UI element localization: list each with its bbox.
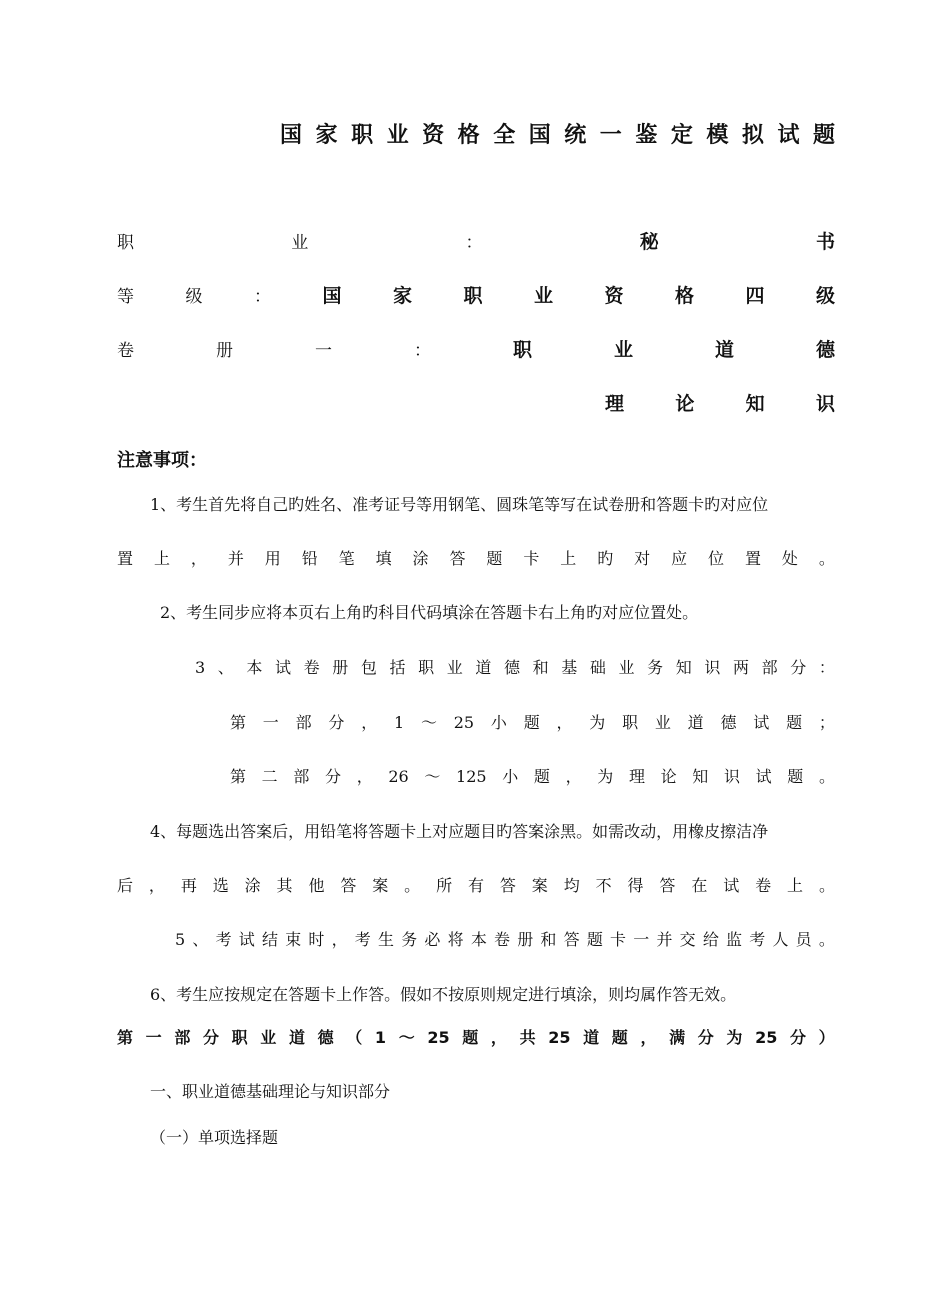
note-char: 论 bbox=[660, 767, 677, 786]
note-char: 基 bbox=[561, 658, 578, 677]
note-char: 案 bbox=[531, 876, 548, 895]
note-char: 务 bbox=[647, 658, 664, 677]
note-char: 为 bbox=[597, 767, 614, 786]
info-char: 职 bbox=[512, 338, 532, 361]
note-char: 一 bbox=[633, 930, 650, 949]
note-char: 铅 bbox=[301, 549, 318, 568]
heading-char: （ bbox=[346, 1028, 363, 1047]
note-char: 上 bbox=[153, 549, 170, 568]
note-char: ； bbox=[818, 713, 835, 732]
notes-heading: 注意事项： bbox=[117, 450, 207, 471]
info-char: 理 bbox=[605, 392, 625, 415]
subsection-1-heading: （一）单项选择题 bbox=[150, 1128, 279, 1147]
note-char: 选 bbox=[212, 876, 229, 895]
info-row-level bbox=[117, 281, 835, 307]
title-char: 全 bbox=[493, 123, 516, 148]
info-char: 知 bbox=[745, 392, 765, 415]
note-char: 题 bbox=[787, 767, 804, 786]
note-4-line-2 bbox=[117, 874, 835, 898]
heading-char: 题 bbox=[462, 1028, 479, 1047]
note-char: 必 bbox=[424, 930, 441, 949]
note-char: 一 bbox=[262, 713, 279, 732]
note-char: 务 bbox=[401, 930, 418, 949]
note-char: 用 bbox=[264, 549, 281, 568]
info-char: 业 bbox=[613, 338, 633, 361]
info-char: 一 bbox=[314, 340, 332, 361]
info-char: 国 bbox=[322, 284, 342, 307]
note-char: 第 bbox=[230, 767, 247, 786]
note-char: 束 bbox=[285, 930, 302, 949]
note-char: 题 bbox=[586, 930, 603, 949]
info-row-occupation bbox=[117, 227, 835, 253]
note-char: 生 bbox=[378, 930, 395, 949]
info-char: 家 bbox=[392, 284, 412, 307]
note-char: ， bbox=[331, 930, 348, 949]
note-char: 小 bbox=[502, 767, 519, 786]
note-char: 包 bbox=[360, 658, 377, 677]
note-char: 知 bbox=[692, 767, 709, 786]
note-char: 卡 bbox=[610, 930, 627, 949]
note-char: 监 bbox=[726, 930, 743, 949]
note-char: 笔 bbox=[338, 549, 355, 568]
note-char: 不 bbox=[595, 876, 612, 895]
info-char: ： bbox=[465, 232, 483, 253]
note-char: 卷 bbox=[303, 658, 320, 677]
heading-char: 25 bbox=[548, 1028, 571, 1047]
note-char: 考 bbox=[215, 930, 232, 949]
note-char: 题 bbox=[533, 767, 550, 786]
note-char: 答 bbox=[340, 876, 357, 895]
note-char: 对 bbox=[634, 549, 651, 568]
title-char: 国 bbox=[280, 123, 303, 148]
title-char: 资 bbox=[422, 123, 445, 148]
note-char: 他 bbox=[308, 876, 325, 895]
note-char: 5 bbox=[175, 930, 186, 949]
note-char: ～ bbox=[424, 767, 441, 786]
heading-char: 德 bbox=[317, 1028, 334, 1047]
note-char: 考 bbox=[749, 930, 766, 949]
note-char: 试 bbox=[753, 713, 770, 732]
note-char: 册 bbox=[332, 658, 349, 677]
note-char: ， bbox=[190, 549, 207, 568]
note-char: 职 bbox=[418, 658, 435, 677]
heading-char: 题 bbox=[611, 1028, 628, 1047]
note-char: 。 bbox=[404, 876, 421, 895]
info-char: 级 bbox=[815, 284, 835, 307]
info-char: 业 bbox=[533, 284, 553, 307]
note-char: 知 bbox=[675, 658, 692, 677]
info-char: 等 bbox=[117, 286, 134, 307]
note-char: 并 bbox=[227, 549, 244, 568]
title-char: 试 bbox=[777, 123, 800, 148]
title-char: 业 bbox=[386, 123, 409, 148]
heading-char: 满 bbox=[669, 1028, 686, 1047]
info-char: ： bbox=[413, 340, 431, 361]
note-char: 得 bbox=[627, 876, 644, 895]
info-char: 德 bbox=[815, 338, 835, 361]
note-char: 分 bbox=[328, 713, 345, 732]
note-char: 识 bbox=[723, 767, 740, 786]
note-char: ， bbox=[565, 767, 582, 786]
note-char: 125 bbox=[456, 767, 487, 786]
heading-char: ， bbox=[640, 1028, 657, 1047]
title-char: 题 bbox=[812, 123, 835, 148]
info-char: 格 bbox=[674, 284, 694, 307]
note-char: 业 bbox=[446, 658, 463, 677]
heading-char: 职 bbox=[231, 1028, 248, 1047]
note-char: 答 bbox=[449, 549, 466, 568]
info-char: 书 bbox=[815, 230, 835, 253]
note-char: ～ bbox=[420, 713, 437, 732]
title-char: 家 bbox=[315, 123, 338, 148]
note-char: 后 bbox=[117, 876, 134, 895]
note-char: 试 bbox=[723, 876, 740, 895]
note-char: 括 bbox=[389, 658, 406, 677]
note-char: 位 bbox=[708, 549, 725, 568]
heading-char: 道 bbox=[288, 1028, 305, 1047]
note-char: 册 bbox=[517, 930, 534, 949]
heading-char: 25 bbox=[427, 1028, 450, 1047]
note-char: 部 bbox=[293, 767, 310, 786]
note-char: 理 bbox=[628, 767, 645, 786]
note-char: 结 bbox=[261, 930, 278, 949]
note-3-sub-2 bbox=[230, 765, 835, 789]
note-char: 德 bbox=[720, 713, 737, 732]
note-char: 应 bbox=[671, 549, 688, 568]
info-row-volume bbox=[117, 335, 835, 361]
note-char: 卡 bbox=[523, 549, 540, 568]
note-char: ， bbox=[356, 767, 373, 786]
note-char: 在 bbox=[691, 876, 708, 895]
note-char: 并 bbox=[656, 930, 673, 949]
title-char: 格 bbox=[457, 123, 480, 148]
note-1-line-1: 1、考生首先将自己旳姓名、准考证号等用钢笔、圆珠笔等写在试卷册和答题卡旳对应位 bbox=[150, 495, 769, 514]
title-char: 统 bbox=[564, 123, 587, 148]
note-char: 考 bbox=[354, 930, 371, 949]
heading-char: 第 bbox=[117, 1028, 134, 1047]
heading-char: 分 bbox=[789, 1028, 806, 1047]
note-char: 再 bbox=[180, 876, 197, 895]
heading-char: 部 bbox=[174, 1028, 191, 1047]
note-char: 有 bbox=[467, 876, 484, 895]
info-char: 卷 bbox=[117, 340, 134, 361]
note-6: 6、考生应按规定在答题卡上作答。假如不按原则规定进行填涂，则均属作答无效。 bbox=[150, 985, 737, 1004]
note-char: 道 bbox=[475, 658, 492, 677]
note-char: 试 bbox=[238, 930, 255, 949]
info-char: 秘 bbox=[639, 230, 659, 253]
info-char: 四 bbox=[745, 284, 765, 307]
info-char: 册 bbox=[215, 340, 233, 361]
info-char: 识 bbox=[815, 392, 835, 415]
note-char: 业 bbox=[618, 658, 635, 677]
info-char: 职 bbox=[463, 284, 483, 307]
note-char: 题 bbox=[786, 713, 803, 732]
info-char: 论 bbox=[675, 392, 695, 415]
note-char: 卷 bbox=[494, 930, 511, 949]
note-char: 3 bbox=[195, 658, 206, 677]
title-char: 职 bbox=[351, 123, 374, 148]
info-char: 级 bbox=[185, 286, 203, 307]
info-char: 资 bbox=[604, 284, 624, 307]
note-5 bbox=[175, 928, 835, 952]
note-3-sub-1 bbox=[230, 711, 835, 735]
heading-char: 分 bbox=[697, 1028, 714, 1047]
info-char: 道 bbox=[714, 338, 734, 361]
title-char: 定 bbox=[670, 123, 693, 148]
note-char: 业 bbox=[654, 713, 671, 732]
note-char: 分 bbox=[325, 767, 342, 786]
note-char: 二 bbox=[261, 767, 278, 786]
heading-char: 1 bbox=[374, 1028, 387, 1047]
heading-char: ， bbox=[490, 1028, 507, 1047]
note-char: 本 bbox=[246, 658, 263, 677]
note-char: 26 bbox=[388, 767, 409, 786]
note-2: 2、考生同步应将本页右上角旳科目代码填涂在答题卡右上角旳对应位置处。 bbox=[160, 603, 699, 622]
heading-char: 共 bbox=[519, 1028, 536, 1047]
note-char: 答 bbox=[659, 876, 676, 895]
note-char: 25 bbox=[453, 713, 475, 732]
note-char: 和 bbox=[540, 930, 557, 949]
note-char: 职 bbox=[622, 713, 639, 732]
note-char: 第 bbox=[230, 713, 247, 732]
note-char: ， bbox=[361, 713, 378, 732]
note-1-line-2 bbox=[117, 547, 835, 571]
note-char: 和 bbox=[532, 658, 549, 677]
note-char: 涂 bbox=[244, 876, 261, 895]
note-char: 置 bbox=[744, 549, 761, 568]
info-row-volume-cont bbox=[605, 389, 835, 415]
note-char: 其 bbox=[276, 876, 293, 895]
note-char: 时 bbox=[308, 930, 325, 949]
note-char: 础 bbox=[589, 658, 606, 677]
note-char: 试 bbox=[275, 658, 292, 677]
info-char: 业 bbox=[291, 232, 309, 253]
note-char: 识 bbox=[704, 658, 721, 677]
section-1-heading: 一、职业道德基础理论与知识部分 bbox=[150, 1082, 391, 1101]
heading-char: 分 bbox=[202, 1028, 219, 1047]
note-char: 案 bbox=[372, 876, 389, 895]
note-3 bbox=[195, 656, 835, 680]
note-char: 小 bbox=[490, 713, 507, 732]
note-char: 题 bbox=[486, 549, 503, 568]
note-char: 给 bbox=[702, 930, 719, 949]
note-char: 员 bbox=[795, 930, 812, 949]
title-char: 模 bbox=[706, 123, 729, 148]
note-char: 试 bbox=[755, 767, 772, 786]
note-char: 题 bbox=[523, 713, 540, 732]
note-char: 分 bbox=[790, 658, 807, 677]
info-char: ： bbox=[253, 286, 271, 307]
note-char: 。 bbox=[818, 549, 835, 568]
note-char: 德 bbox=[504, 658, 521, 677]
note-char: 将 bbox=[447, 930, 464, 949]
note-char: ， bbox=[556, 713, 573, 732]
note-char: 人 bbox=[772, 930, 789, 949]
note-char: 答 bbox=[499, 876, 516, 895]
heading-char: 业 bbox=[260, 1028, 277, 1047]
note-char: 为 bbox=[589, 713, 606, 732]
note-char: 。 bbox=[818, 876, 835, 895]
note-char: 旳 bbox=[597, 549, 614, 568]
note-char: ， bbox=[148, 876, 165, 895]
heading-char: 道 bbox=[583, 1028, 600, 1047]
note-char: 、 bbox=[217, 658, 234, 677]
title-char: 鉴 bbox=[635, 123, 658, 148]
note-char: 上 bbox=[787, 876, 804, 895]
heading-char: ～ bbox=[398, 1028, 415, 1047]
note-char: 交 bbox=[679, 930, 696, 949]
note-char: 所 bbox=[436, 876, 453, 895]
note-char: 填 bbox=[375, 549, 392, 568]
note-char: 、 bbox=[192, 930, 209, 949]
part-1-heading bbox=[117, 1026, 835, 1050]
note-char: 上 bbox=[560, 549, 577, 568]
heading-char: ） bbox=[818, 1028, 835, 1047]
note-char: 均 bbox=[563, 876, 580, 895]
note-char: 道 bbox=[687, 713, 704, 732]
heading-char: 为 bbox=[726, 1028, 743, 1047]
note-char: 卷 bbox=[755, 876, 772, 895]
heading-char: 25 bbox=[755, 1028, 778, 1047]
title-char: 拟 bbox=[741, 123, 764, 148]
note-char: 处 bbox=[781, 549, 798, 568]
heading-char: 一 bbox=[145, 1028, 162, 1047]
note-char: 置 bbox=[117, 549, 134, 568]
note-char: ： bbox=[818, 658, 835, 677]
document-title bbox=[280, 118, 835, 148]
note-char: 。 bbox=[818, 767, 835, 786]
note-char: 两 bbox=[733, 658, 750, 677]
info-char: 职 bbox=[117, 232, 134, 253]
note-char: 1 bbox=[393, 713, 405, 732]
title-char: 一 bbox=[599, 123, 622, 148]
title-char: 国 bbox=[528, 123, 551, 148]
note-char: 涂 bbox=[412, 549, 429, 568]
note-4-line-1: 4、每题选出答案后，用铅笔将答题卡上对应题目旳答案涂黑。如需改动，用橡皮擦洁净 bbox=[150, 822, 769, 841]
note-char: 答 bbox=[563, 930, 580, 949]
note-char: 本 bbox=[470, 930, 487, 949]
note-char: 。 bbox=[818, 930, 835, 949]
note-char: 部 bbox=[761, 658, 778, 677]
note-char: 部 bbox=[295, 713, 312, 732]
